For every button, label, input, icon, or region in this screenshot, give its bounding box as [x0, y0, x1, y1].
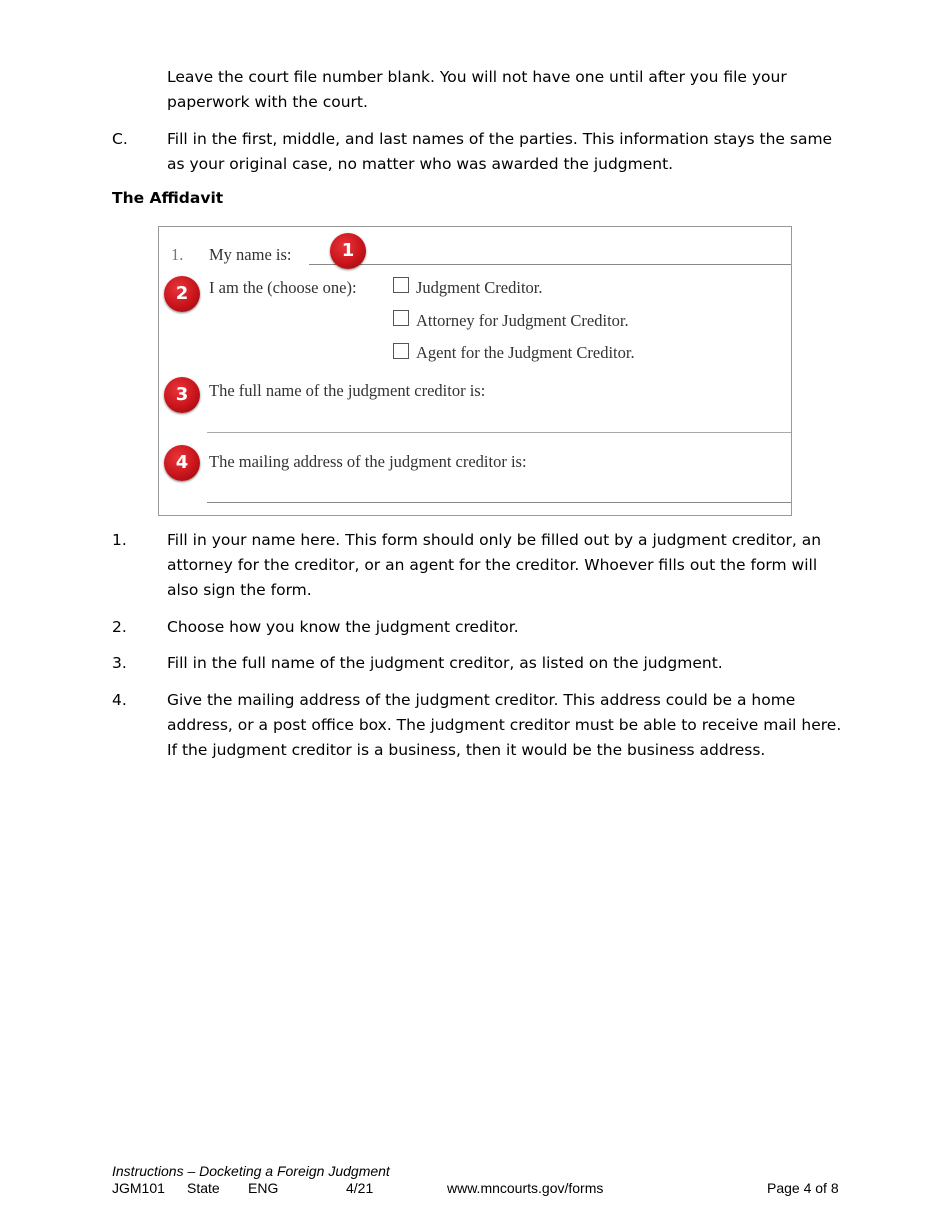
full-name-line: [207, 432, 791, 433]
row2-label: I am the (choose one):: [209, 278, 357, 297]
footer-page: Page 4 of 8: [767, 1180, 839, 1196]
option-label-2: Attorney for Judgment Creditor.: [416, 311, 629, 330]
instruction-4-label: 4.: [112, 691, 127, 709]
instruction-2-label: 2.: [112, 618, 127, 636]
footer-url: www.mncourts.gov/forms: [447, 1180, 604, 1196]
name-line: [309, 264, 791, 265]
row1-number: 1.: [171, 245, 184, 264]
callout-badge-1: 1: [330, 233, 366, 269]
instruction-3-text: Fill in the full name of the judgment creditor, as listed on the judgment.: [167, 654, 723, 672]
row4-label: The mailing address of the judgment creditor is:: [209, 452, 527, 471]
row3-label: The full name of the judgment creditor is:: [209, 381, 486, 400]
section-heading: The Affidavit: [112, 189, 224, 207]
option-checkbox-1: [393, 277, 409, 293]
instruction-1-text: Fill in your name here. This form should only be filled out by a judgment creditor, an attorney for the creditor, or an agent for the creditor. Whoever fills out the form will also sign the form.: [167, 531, 822, 599]
callout-badge-2: 2: [164, 276, 200, 312]
footer-jurisdiction: State: [187, 1180, 220, 1196]
row1-label: My name is:: [209, 245, 292, 264]
item-c-text: Fill in the first, middle, and last names of the parties. This information stays the same as your original case, no matter who was awarded the judgment.: [167, 130, 833, 173]
footer-language: ENG: [248, 1180, 279, 1196]
affidavit-form-image: [158, 226, 792, 516]
instruction-1-label: 1.: [112, 531, 127, 549]
callout-badge-3: 3: [164, 377, 200, 413]
option-label-3: Agent for the Judgment Creditor.: [416, 343, 635, 362]
footer-form-code: JGM101: [112, 1180, 165, 1196]
address-line: [207, 502, 791, 503]
callout-badge-4: 4: [164, 445, 200, 481]
option-checkbox-2: [393, 310, 409, 326]
option-checkbox-3: [393, 343, 409, 359]
option-label-1: Judgment Creditor.: [416, 278, 543, 297]
instruction-3-label: 3.: [112, 654, 127, 672]
intro-continuation: Leave the court file number blank. You will not have one until after you file your paperwork with the court.: [167, 68, 787, 111]
instruction-4-text: Give the mailing address of the judgment creditor. This address could be a home address, or a post office box. The judgment creditor must be able to receive mail here. If the judgment creditor is a business, then it would be the business address.: [167, 691, 842, 759]
footer-title: Instructions – Docketing a Foreign Judgment: [112, 1163, 390, 1179]
instruction-2-text: Choose how you know the judgment creditor.: [167, 618, 519, 636]
footer-date: 4/21: [346, 1180, 374, 1196]
item-c-label: C.: [112, 130, 128, 148]
